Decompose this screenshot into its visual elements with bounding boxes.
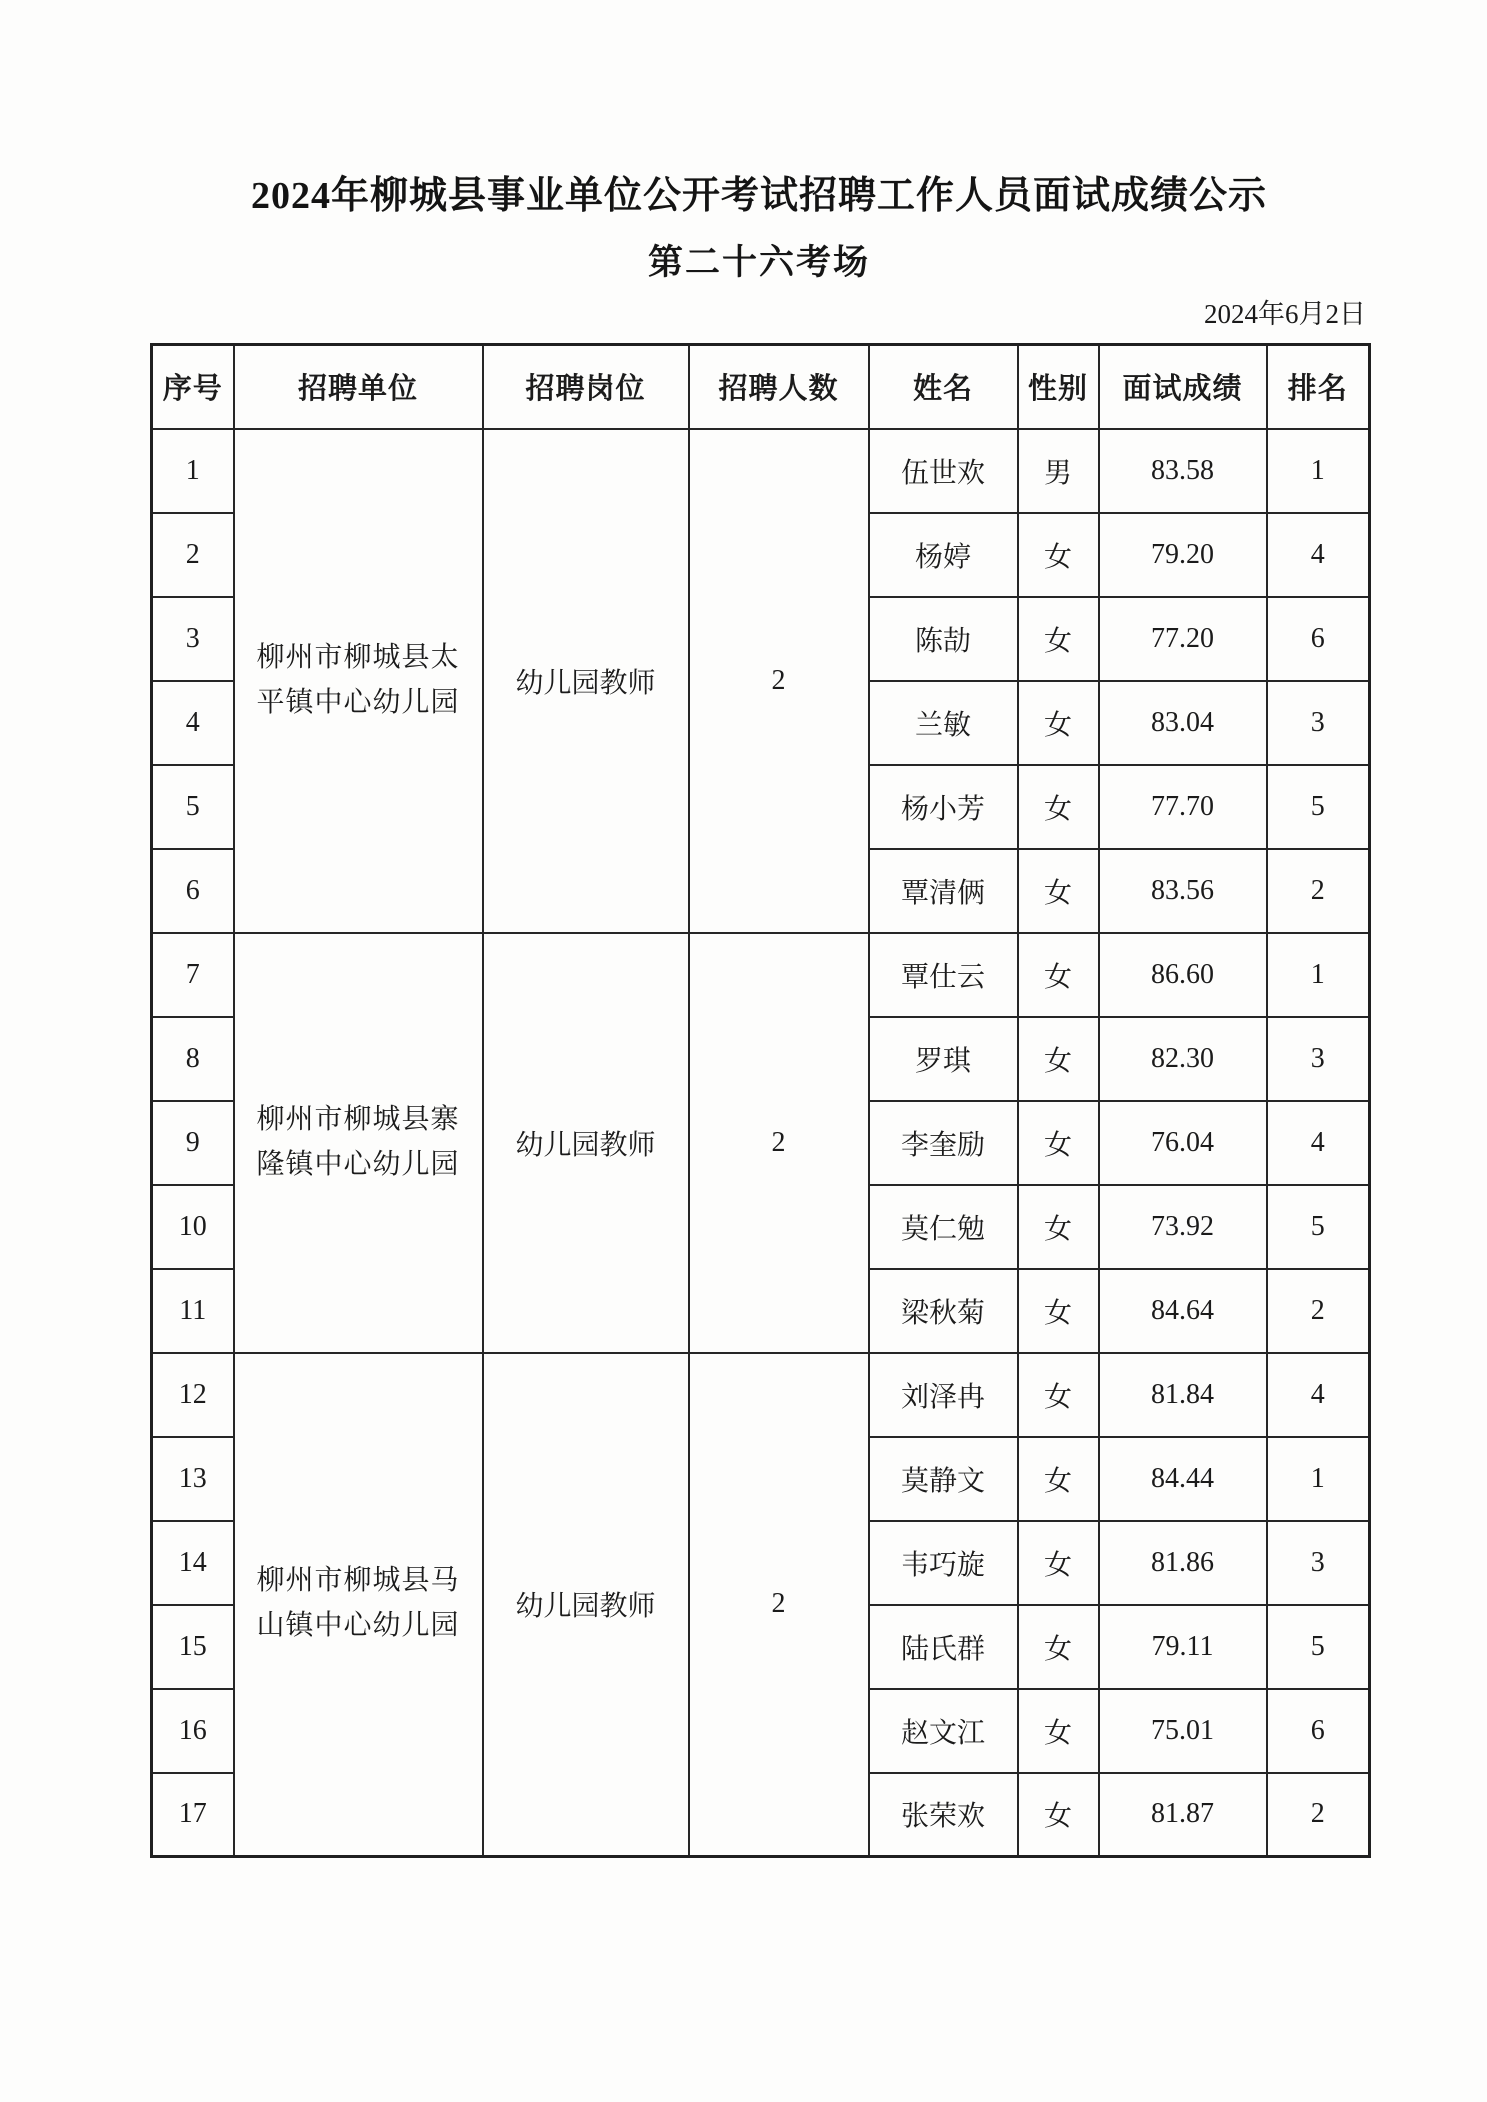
seq-cell: 13 [152,1437,234,1521]
rank-cell: 3 [1267,1521,1370,1605]
gender-cell: 女 [1018,1689,1099,1773]
table-row [152,429,1370,513]
gender-cell: 男 [1018,429,1099,513]
score-cell: 83.04 [1099,681,1267,765]
rank-cell: 1 [1267,933,1370,1017]
name-cell: 覃仕云 [869,933,1018,1017]
score-cell: 83.58 [1099,429,1267,513]
seq-cell: 16 [152,1689,234,1773]
name-cell: 陆氏群 [869,1605,1018,1689]
name-cell: 罗琪 [869,1017,1018,1101]
header-row [152,345,1370,429]
rank-cell: 4 [1267,513,1370,597]
gender-cell: 女 [1018,1437,1099,1521]
score-cell: 76.04 [1099,1101,1267,1185]
table-row [152,1353,1370,1437]
gender-cell: 女 [1018,1605,1099,1689]
gender-cell: 女 [1018,1773,1099,1857]
score-cell: 83.56 [1099,849,1267,933]
rank-cell: 5 [1267,1605,1370,1689]
seq-cell: 1 [152,429,234,513]
gender-cell: 女 [1018,597,1099,681]
score-cell: 84.64 [1099,1269,1267,1353]
header-rank: 排名 [1267,345,1370,429]
post-cell: 幼儿园教师 [483,429,689,933]
gender-cell: 女 [1018,1353,1099,1437]
rank-cell: 1 [1267,1437,1370,1521]
rank-cell: 5 [1267,765,1370,849]
rank-cell: 3 [1267,1017,1370,1101]
seq-cell: 4 [152,681,234,765]
rank-cell: 2 [1267,1269,1370,1353]
score-cell: 81.87 [1099,1773,1267,1857]
score-cell: 84.44 [1099,1437,1267,1521]
unit-cell: 柳州市柳城县寨隆镇中心幼儿园 [234,933,483,1353]
score-cell: 81.86 [1099,1521,1267,1605]
seq-cell: 15 [152,1605,234,1689]
seq-cell: 17 [152,1773,234,1857]
name-cell: 韦巧旋 [869,1521,1018,1605]
rank-cell: 4 [1267,1353,1370,1437]
gender-cell: 女 [1018,1185,1099,1269]
header-score: 面试成绩 [1099,345,1267,429]
gender-cell: 女 [1018,1017,1099,1101]
name-cell: 莫静文 [869,1437,1018,1521]
score-cell: 86.60 [1099,933,1267,1017]
post-cell: 幼儿园教师 [483,1353,689,1857]
seq-cell: 10 [152,1185,234,1269]
seq-cell: 7 [152,933,234,1017]
name-cell: 陈劼 [869,597,1018,681]
score-cell: 73.92 [1099,1185,1267,1269]
name-cell: 梁秋菊 [869,1269,1018,1353]
table-row [152,933,1370,1017]
seq-cell: 9 [152,1101,234,1185]
rank-cell: 6 [1267,1689,1370,1773]
seq-cell: 8 [152,1017,234,1101]
score-cell: 79.20 [1099,513,1267,597]
gender-cell: 女 [1018,849,1099,933]
rank-cell: 4 [1267,1101,1370,1185]
score-cell: 77.20 [1099,597,1267,681]
rank-cell: 5 [1267,1185,1370,1269]
gender-cell: 女 [1018,765,1099,849]
name-cell: 兰敏 [869,681,1018,765]
unit-cell: 柳州市柳城县太平镇中心幼儿园 [234,429,483,933]
name-cell: 赵文江 [869,1689,1018,1773]
rank-cell: 6 [1267,597,1370,681]
rank-cell: 3 [1267,681,1370,765]
date-label: 2024年6月2日 [1204,299,1366,329]
header-seq: 序号 [152,345,234,429]
gender-cell: 女 [1018,1269,1099,1353]
seq-cell: 12 [152,1353,234,1437]
name-cell: 杨婷 [869,513,1018,597]
document-page [150,168,1368,1858]
gender-cell: 女 [1018,1101,1099,1185]
count-cell: 2 [689,429,869,933]
score-cell: 77.70 [1099,765,1267,849]
score-table [150,343,1371,1858]
seq-cell: 6 [152,849,234,933]
rank-cell: 2 [1267,1773,1370,1857]
post-cell: 幼儿园教师 [483,933,689,1353]
name-cell: 杨小芳 [869,765,1018,849]
seq-cell: 11 [152,1269,234,1353]
score-cell: 82.30 [1099,1017,1267,1101]
name-cell: 伍世欢 [869,429,1018,513]
seq-cell: 5 [152,765,234,849]
score-cell: 79.11 [1099,1605,1267,1689]
seq-cell: 14 [152,1521,234,1605]
name-cell: 张荣欢 [869,1773,1018,1857]
count-cell: 2 [689,933,869,1353]
name-cell: 莫仁勉 [869,1185,1018,1269]
header-post: 招聘岗位 [483,345,689,429]
gender-cell: 女 [1018,933,1099,1017]
score-cell: 81.84 [1099,1353,1267,1437]
header-unit: 招聘单位 [234,345,483,429]
rank-cell: 1 [1267,429,1370,513]
header-name: 姓名 [869,345,1018,429]
rank-cell: 2 [1267,849,1370,933]
gender-cell: 女 [1018,513,1099,597]
name-cell: 覃清俩 [869,849,1018,933]
seq-cell: 3 [152,597,234,681]
score-cell: 75.01 [1099,1689,1267,1773]
page-title: 2024年柳城县事业单位公开考试招聘工作人员面试成绩公示 [250,175,1267,217]
unit-cell: 柳州市柳城县马山镇中心幼儿园 [234,1353,483,1857]
header-gender: 性别 [1018,345,1099,429]
name-cell: 刘泽冉 [869,1353,1018,1437]
count-cell: 2 [689,1353,869,1857]
gender-cell: 女 [1018,681,1099,765]
name-cell: 李奎励 [869,1101,1018,1185]
header-count: 招聘人数 [689,345,869,429]
gender-cell: 女 [1018,1521,1099,1605]
seq-cell: 2 [152,513,234,597]
page-subtitle: 第二十六考场 [647,243,870,282]
